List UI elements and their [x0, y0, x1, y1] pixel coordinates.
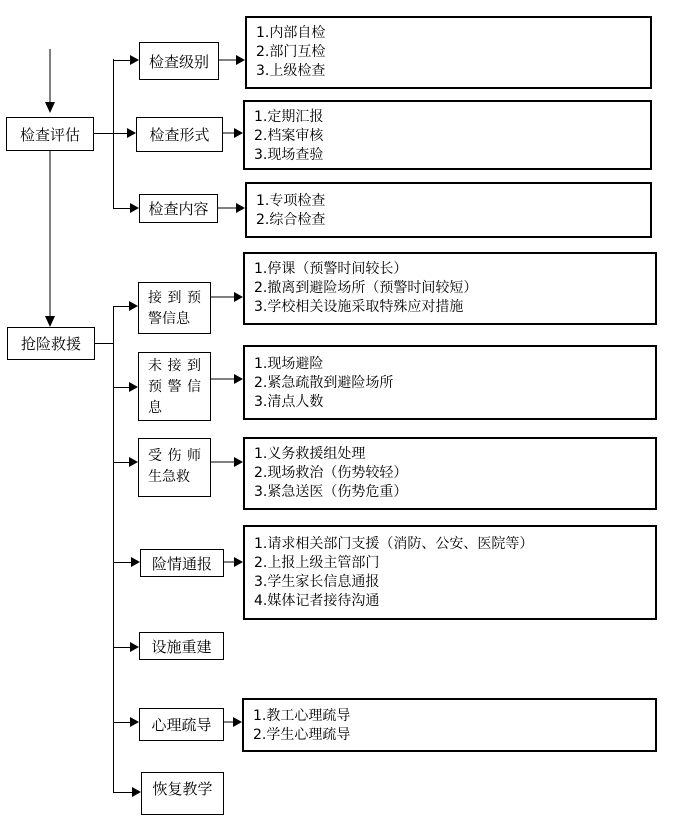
- detail-line: 2.紧急疏散到避险场所: [254, 375, 394, 391]
- detail-line: 3.学生家长信息通报: [254, 574, 380, 590]
- detail-box-warning-received: [243, 252, 657, 325]
- arrow-head-right-icon: [131, 557, 140, 567]
- detail-box-injured-first-aid: [243, 437, 657, 510]
- arrow-shaft-to-detail: [219, 59, 236, 61]
- detail-box-danger-report: [243, 525, 657, 620]
- arrow-head-right-icon: [130, 55, 139, 65]
- branch-box-inspection-level: [139, 42, 219, 80]
- detail-line: 2.综合检查: [256, 212, 326, 228]
- branch-line-inspection-content: [113, 208, 130, 209]
- branch-box-psych-counseling: [139, 708, 224, 741]
- branch-label: 检查级别: [148, 52, 209, 71]
- detail-line: 2.现场救治（伤势较轻）: [254, 465, 408, 481]
- stage-box-emergency-rescue: [7, 327, 95, 360]
- detail-line: 3.学校相关设施采取特殊应对措施: [254, 299, 464, 315]
- detail-box-no-warning-received: [243, 345, 657, 420]
- arrow-shaft-to-detail: [211, 296, 234, 298]
- branch-label-line: 未接到: [148, 358, 201, 374]
- detail-line: 1.教工心理疏导: [253, 708, 351, 724]
- branch-box-facility-rebuild: [139, 632, 224, 660]
- detail-box-inspection-content: [245, 182, 652, 238]
- arrow-shaft-to-detail: [223, 132, 234, 134]
- section1-spine: [113, 59, 114, 209]
- detail-box-inspection-level: [245, 16, 652, 89]
- section2-spine: [113, 306, 114, 793]
- branch-label: 险情通报: [151, 554, 212, 573]
- detail-line: 1.请求相关部门支援（消防、公安、医院等）: [254, 536, 534, 552]
- branch-line-injured-first-aid: [113, 462, 129, 463]
- arrow-head-down-icon: [45, 316, 55, 327]
- branch-label-line: 生急救: [148, 469, 190, 485]
- detail-line: 1.专项检查: [256, 193, 326, 209]
- detail-line: 2.撤离到避险场所（预警时间较短）: [254, 280, 478, 296]
- branch-line-psych-counseling: [113, 722, 130, 723]
- arrow-head-right-icon: [132, 787, 141, 797]
- branch-label-line: 警信息: [148, 311, 190, 327]
- arrow-head-right-icon: [234, 292, 243, 302]
- arrow-shaft-top-incoming: [49, 49, 51, 102]
- detail-line: 2.上报上级主管部门: [254, 555, 380, 571]
- arrow-head-right-icon: [234, 557, 243, 567]
- detail-line: 2.部门互检: [256, 44, 326, 60]
- branch-label: 检查内容: [148, 200, 209, 218]
- branch-line-no-warning: [113, 387, 129, 388]
- branch-box-resume-teaching: [141, 772, 224, 815]
- branch-label: 设施重建: [151, 637, 212, 656]
- detail-line: 1.义务救援组处理: [254, 446, 366, 462]
- branch-label-line: 接到预: [148, 290, 201, 306]
- arrow-head-right-icon: [234, 128, 243, 138]
- arrow-shaft-to-detail: [224, 561, 234, 563]
- branch-line-inspection-level: [113, 60, 130, 61]
- arrow-head-right-icon: [129, 301, 138, 311]
- arrow-head-right-icon: [127, 128, 136, 138]
- arrow-shaft-to-detail: [218, 207, 236, 209]
- arrow-head-right-icon: [236, 55, 245, 65]
- detail-line: 1.现场避险: [254, 356, 324, 372]
- arrow-shaft-to-detail: [211, 378, 234, 380]
- detail-line: 3.上级检查: [256, 63, 326, 79]
- arrow-head-right-icon: [130, 203, 139, 213]
- stage-box-inspection-evaluation: [6, 117, 94, 151]
- branch-line-resume-teaching: [113, 792, 132, 793]
- branch-box-inspection-form: [136, 117, 223, 152]
- arrow-head-right-icon: [234, 457, 243, 467]
- detail-line: 3.清点人数: [254, 394, 324, 410]
- connector-rescue-to-spine: [95, 343, 113, 344]
- detail-line: 3.现场查验: [254, 147, 324, 163]
- detail-line: 1.停课（预警时间较长）: [254, 261, 408, 277]
- branch-line-facility-rebuild: [113, 647, 130, 648]
- detail-line: 2.学生心理疏导: [253, 727, 351, 743]
- arrow-head-right-icon: [234, 374, 243, 384]
- branch-line-warning-received: [113, 306, 129, 307]
- detail-line: 1.定期汇报: [254, 109, 324, 125]
- arrow-head-right-icon: [130, 642, 139, 652]
- branch-label-line: 预警信: [148, 379, 201, 395]
- branch-box-no-warning-received: [138, 352, 211, 421]
- connector-evaluation-to-spine: [94, 133, 127, 134]
- stage-label: 检查评估: [19, 125, 80, 144]
- arrow-head-down-icon: [45, 102, 55, 113]
- arrow-head-right-icon: [129, 457, 138, 467]
- branch-label: 心理疏导: [151, 716, 212, 734]
- detail-line: 4.媒体记者接待沟通: [254, 593, 380, 609]
- stage-label: 抢险救援: [20, 335, 81, 353]
- arrow-head-right-icon: [233, 717, 242, 727]
- detail-box-psych-counseling: [242, 698, 657, 752]
- branch-label: 恢复教学: [152, 780, 213, 798]
- detail-line: 1.内部自检: [256, 25, 326, 41]
- arrow-shaft-to-detail: [211, 461, 234, 463]
- branch-box-warning-received: [138, 282, 211, 334]
- branch-label-line: 受伤师: [148, 448, 201, 464]
- branch-box-injured-first-aid: [138, 438, 211, 497]
- branch-box-danger-report: [140, 549, 224, 577]
- branch-box-inspection-content: [139, 194, 218, 223]
- branch-line-danger-report: [113, 562, 131, 563]
- arrow-head-right-icon: [236, 203, 245, 213]
- detail-line: 2.档案审核: [254, 128, 324, 144]
- branch-label-line: 息: [148, 400, 162, 416]
- arrow-shaft-stage1-to-stage2: [49, 151, 51, 316]
- arrow-head-right-icon: [130, 717, 139, 727]
- detail-line: 3.紧急送医（伤势危重）: [254, 484, 408, 500]
- arrow-shaft-to-detail: [224, 721, 233, 723]
- detail-box-inspection-form: [243, 100, 652, 170]
- arrow-head-right-icon: [129, 382, 138, 392]
- branch-label: 检查形式: [149, 126, 210, 144]
